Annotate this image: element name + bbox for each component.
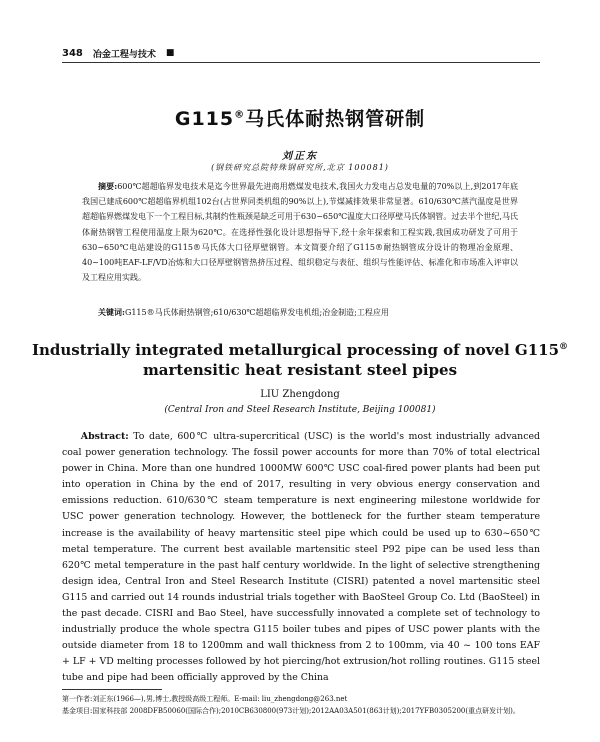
keywords-text-cn: G115®马氏体耐热钢管;610/630℃超超临界发电机组;冶金制造;工程应用 bbox=[124, 308, 389, 317]
affiliation-chinese: (钢铁研究总院特殊钢研究所,北京 100081) bbox=[211, 163, 389, 172]
abstract-text-en: To date, 600℃ ultra-supercritical (USC) is the world's most industrially advanced coal power generation technology. The fossil power accounts for more than 70% of total electrical power in China. More than one hundred 1000MW 600℃ USC coal-fired power plants had been put into operation in China by the end of 2017, resulting in very obvious energy conservation and emissions reduction. 610/630℃ steam temperature is next engineering milestone worldwide for USC power generation technology. However, the bottleneck for the further steam temperature increase is the availability of heavy martensitic steel pipe which could be used up to 630~650℃ metal temperature. The current best available martensitic steel P92 pipe can be used less than 620℃ metal temperature in the past half century worldwide. In the light of selective strengthening design idea, Central Iron and Steel Research Institute (CISRI) patented a novel martensitic steel G115 and carried out 14 rounds industrial trials together with BaoSteel Group Co. Ltd (BaoSteel) in the past decade. CISRI and Bao Steel, have successfully innovated a complete set of technology to industrially produce the whole spectra G115 boiler tubes and pipes of USC power plants with the outside diameter from 18 to 1200mm and wall thickness from 2 to 100mm, via 40 ~ 100 tons EAF + LF + VD melting processes followed by hot piercing/hot extrusion/hot rolling routines. G115 steel tube and pipe had been officially approved by the China bbox=[62, 431, 541, 684]
page-number: 348 bbox=[62, 47, 83, 59]
keywords-label-cn: 关键词: bbox=[98, 307, 125, 317]
title-english: Industrially integrated metallurgical processing of novel G115® martensitic heat resistant steel pipes bbox=[31, 341, 569, 379]
author-chinese: 刘正东 bbox=[282, 151, 318, 162]
footnote-divider bbox=[62, 689, 162, 690]
abstract-text-cn: 600℃超超临界发电技术是迄今世界最先进商用燃煤发电技术,我国火力发电占总发电量的70%以上,到2017年底我国已建成600℃超超临界机组102台(占世界同类机组的90%以上),节煤减排效果非常显著。610/630℃蒸汽温度是世界超超临界燃煤发电下一个工程目标,其制约性瓶颈是缺乏可用于630~650℃温度大口径厚壁马氏体钢管。过去半个世纪,马氏体耐热钢管工程使用温度上限为620℃。在选择性强化设计思想指导下,经十余年探索和工程实践,我国成功研发了可用于630~650℃电站建设的G115®马氏体大口径厚壁钢管。本文简要介绍了G115®耐热钢管成分设计的物理冶金原理、40~100吨EAF-LF/VD冶炼和大口径厚壁钢管热挤压过程、组织稳定与表征、组织与性能评估、标准化和市场准入评审以及工程应用实践。 bbox=[82, 182, 518, 283]
header-divider bbox=[62, 62, 540, 63]
journal-name: 冶金工程与技术 bbox=[92, 49, 156, 60]
footnotes bbox=[62, 693, 540, 717]
footnote-author: 第一作者:刘正东(1966—),男,博士,教授级高级工程师。E-mail: liu_zhengdong@263.net bbox=[62, 695, 348, 703]
abstract-label-en: Abstract: bbox=[80, 431, 129, 442]
footnote-funding: 基金项目:国家科技部 2008DFB50060(国际合作);2010CB630800(973计划);2012AA03A501(863计划);2017YFB0305200(重点研发计划)。 bbox=[62, 707, 520, 715]
abstract-english bbox=[62, 429, 540, 687]
running-header bbox=[62, 44, 542, 62]
header-mark: ■ bbox=[165, 48, 175, 58]
author-english: LIU Zhengdong bbox=[260, 389, 340, 400]
keywords-chinese bbox=[82, 305, 518, 320]
affiliation-english: (Central Iron and Steel Research Institute, Beijing 100081) bbox=[164, 405, 436, 415]
abstract-chinese bbox=[82, 179, 518, 285]
abstract-label-cn: 摘要: bbox=[98, 181, 118, 191]
title-chinese: G115®马氏体耐热钢管研制 bbox=[174, 108, 426, 130]
